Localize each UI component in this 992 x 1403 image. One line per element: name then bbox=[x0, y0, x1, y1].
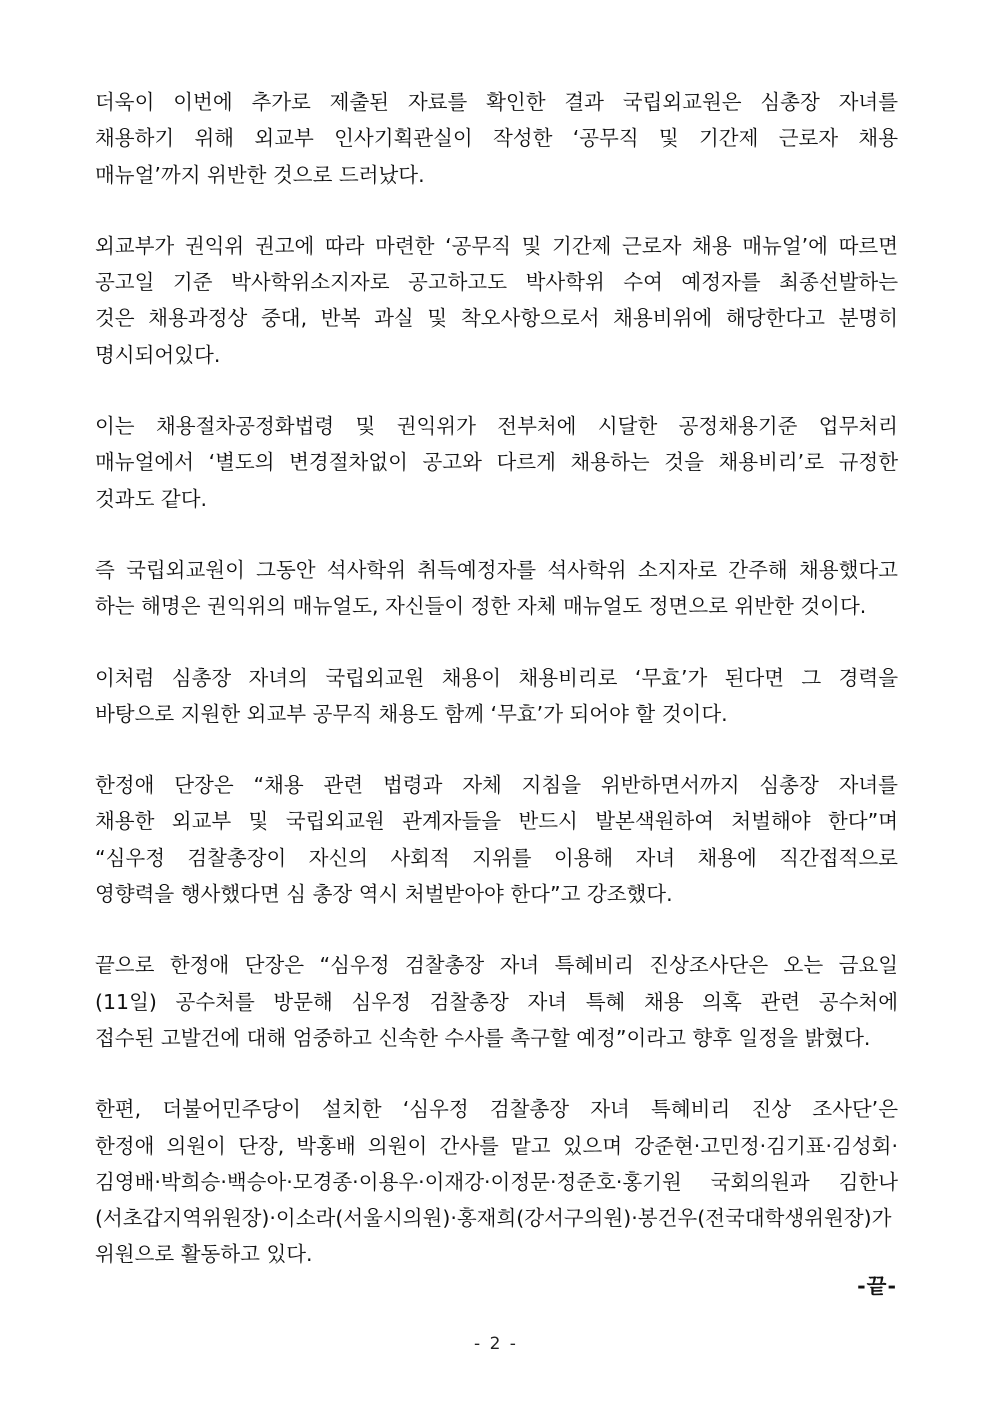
paragraph-manual-violation bbox=[95, 84, 898, 193]
document-body bbox=[95, 84, 898, 1308]
text-line: 영향력을 행사했다면 심 총장 역시 처벌받아야 한다”고 강조했다. bbox=[95, 882, 673, 907]
text-line: 즉 국립외교원이 그동안 석사학위 취득예정자를 석사학위 소지자로 간주해 채용했다고 bbox=[95, 557, 898, 582]
text-line: 접수된 고발건에 대해 엄중하고 신속한 수사를 촉구할 예정”이라고 향후 일정을 밝혔다. bbox=[95, 1025, 871, 1050]
text-line: 한편, 더불어민주당이 설치한 ‘심우정 검찰총장 자녀 특혜비리 진상 조사단’은 bbox=[95, 1097, 898, 1122]
paragraph-schedule bbox=[95, 947, 898, 1056]
paragraph-manual-content bbox=[95, 228, 898, 373]
text-line: 한정애 의원이 단장, 박홍배 의원이 간사를 맡고 있으며 강준현·고민정·김기표·김성회· bbox=[95, 1133, 898, 1158]
text-line: 김영배·박희승·백승아·모경종·이용우·이재강·이정문·정준호·홍기원 국회의원과 김한나 bbox=[95, 1169, 898, 1194]
text-line: 끝으로 한정애 단장은 “심우정 검찰총장 자녀 특혜비리 진상조사단은 오는 금요일 bbox=[95, 953, 898, 978]
paragraph-explanation-rebuttal bbox=[95, 552, 898, 625]
paragraph-invalid-hiring bbox=[95, 660, 898, 733]
text-line: 것은 채용과정상 중대, 반복 과실 및 착오사항으로서 채용비위에 해당한다고 분명히 bbox=[95, 306, 898, 331]
text-line: 명시되어있다. bbox=[95, 342, 221, 367]
text-line: 한정애 단장은 “채용 관련 법령과 자체 지침을 위반하면서까지 심총장 자녀를 bbox=[95, 773, 898, 798]
text-line: 외교부가 권익위 권고에 따라 마련한 ‘공무직 및 기간제 근로자 채용 매뉴얼’에 따르면 bbox=[95, 233, 898, 258]
text-line: 매뉴얼’까지 위반한 것으로 드러났다. bbox=[95, 162, 425, 187]
text-line: 채용하기 위해 외교부 인사기획관실이 작성한 ‘공무직 및 기간제 근로자 채용 bbox=[95, 126, 898, 151]
text-line: 더욱이 이번에 추가로 제출된 자료를 확인한 결과 국립외교원은 심총장 자녀를 bbox=[95, 90, 898, 114]
text-line: 매뉴얼에서 ‘별도의 변경절차없이 공고와 다르게 채용하는 것을 채용비리’로 규정한 bbox=[95, 450, 898, 475]
text-line: 채용한 외교부 및 국립외교원 관계자들을 반드시 발본색원하여 처벌해야 한다”며 bbox=[95, 809, 898, 834]
text-line: 이처럼 심총장 자녀의 국립외교원 채용이 채용비리로 ‘무효’가 된다면 그 경력을 bbox=[95, 665, 898, 690]
text-line: 위원으로 활동하고 있다. bbox=[95, 1242, 313, 1267]
paragraph-committee-members bbox=[95, 1091, 898, 1272]
text-line: (서초갑지역위원장)·이소라(서울시의원)·홍재희(강서구의원)·봉건우(전국대학생위원장)가 bbox=[95, 1206, 892, 1231]
paragraph-leader-statement bbox=[95, 767, 898, 912]
text-line: 이는 채용절차공정화법령 및 권익위가 전부처에 시달한 공정채용기준 업무처리 bbox=[95, 414, 898, 439]
text-line: 하는 해명은 권익위의 매뉴얼도, 자신들이 정한 자체 매뉴얼도 정면으로 위반한 것이다. bbox=[95, 594, 867, 619]
paragraph-fair-hiring-law bbox=[95, 408, 898, 517]
end-mark: -끝- bbox=[857, 1274, 897, 1298]
text-line: “심우정 검찰총장이 자신의 사회적 지위를 이용해 자녀 채용에 직간접적으로 bbox=[95, 845, 898, 870]
text-line: 공고일 기준 박사학위소지자로 공고하고도 박사학위 수여 예정자를 최종선발하는 bbox=[95, 270, 898, 295]
page-number: - 2 - bbox=[474, 1334, 518, 1354]
text-line: 바탕으로 지원한 외교부 공무직 채용도 함께 ‘무효’가 되어야 할 것이다. bbox=[95, 701, 728, 726]
text-line: 것과도 같다. bbox=[95, 486, 208, 511]
text-line: (11일) 공수처를 방문해 심우정 검찰총장 자녀 특혜 채용 의혹 관련 공수처에 bbox=[95, 989, 898, 1014]
